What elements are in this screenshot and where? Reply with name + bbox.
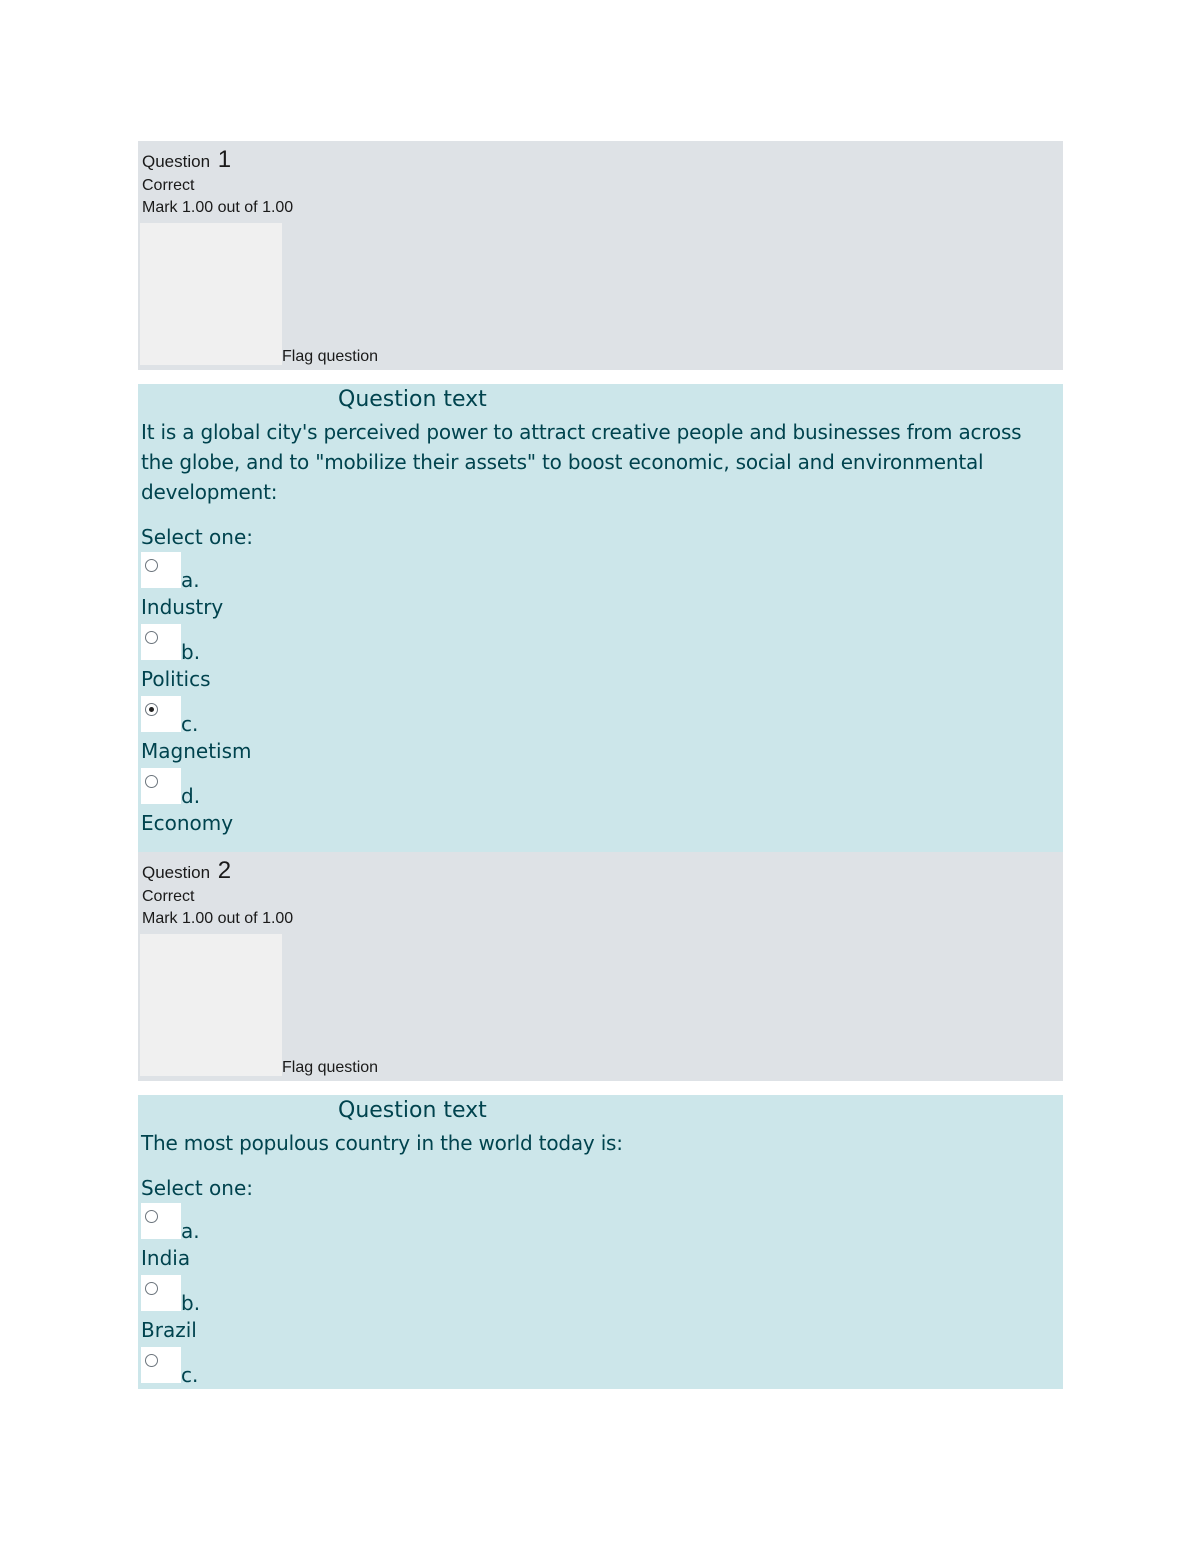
- question-state: Correct: [142, 177, 195, 194]
- radio-container: [141, 696, 181, 732]
- answer-option-d[interactable]: [141, 768, 1063, 840]
- flag-question-link[interactable]: Flag question: [282, 348, 379, 365]
- spacer: [138, 370, 1063, 384]
- question-grade: Mark 1.00 out of 1.00: [142, 910, 294, 927]
- question-number-value: 2: [217, 857, 232, 884]
- radio-container: [141, 768, 181, 804]
- option-letter: a.: [181, 1219, 200, 1243]
- answer-option-a[interactable]: [141, 552, 1063, 624]
- option-letter: c.: [181, 712, 199, 736]
- question-content: [138, 384, 1063, 852]
- radio-container: [141, 1275, 181, 1311]
- option-answer[interactable]: Brazil: [141, 1318, 197, 1342]
- answer-option-c[interactable]: [141, 696, 1063, 768]
- option-letter: c.: [181, 1363, 199, 1387]
- question-text: It is a global city's perceived power to attract creative people and businesses from across the globe, and to "mobilize their assets" to boost economic, social and environmental development:: [141, 420, 1022, 504]
- radio-button[interactable]: [145, 1354, 158, 1367]
- question-text-heading: Question text: [338, 1095, 1063, 1128]
- question-number: [142, 147, 1063, 175]
- quiz-review-page: [138, 141, 1063, 1389]
- radio-button[interactable]: [145, 775, 158, 788]
- radio-button[interactable]: [145, 1282, 158, 1295]
- option-answer[interactable]: Magnetism: [141, 739, 252, 763]
- option-answer[interactable]: Industry: [141, 595, 224, 619]
- answer-option-b[interactable]: [141, 1275, 1063, 1347]
- question-content: [138, 1095, 1063, 1389]
- question-text-heading: Question text: [338, 384, 1063, 417]
- option-answer[interactable]: Politics: [141, 667, 211, 691]
- option-answer[interactable]: Economy: [141, 811, 234, 835]
- flag-question-link[interactable]: Flag question: [282, 1059, 379, 1076]
- option-letter: b.: [181, 1291, 201, 1315]
- question-state: Correct: [142, 888, 195, 905]
- select-one-label: Select one:: [141, 1176, 254, 1200]
- answer-option-b[interactable]: [141, 624, 1063, 696]
- radio-container: [141, 1347, 181, 1383]
- flag-icon[interactable]: [140, 934, 282, 1076]
- option-letter: b.: [181, 640, 201, 664]
- radio-button[interactable]: [145, 1210, 158, 1223]
- question-number-value: 1: [217, 146, 232, 173]
- option-answer[interactable]: India: [141, 1246, 191, 1270]
- option-letter: d.: [181, 784, 201, 808]
- answer-option-a[interactable]: [141, 1203, 1063, 1275]
- select-one-label: Select one:: [141, 525, 254, 549]
- radio-container: [141, 552, 181, 588]
- radio-container: [141, 1203, 181, 1239]
- flag-icon[interactable]: [140, 223, 282, 365]
- radio-button[interactable]: [145, 631, 158, 644]
- question-label: Question: [142, 863, 211, 882]
- radio-container: [141, 624, 181, 660]
- option-letter: a.: [181, 568, 200, 592]
- question-grade: Mark 1.00 out of 1.00: [142, 199, 294, 216]
- question-text: The most populous country in the world today is:: [141, 1131, 623, 1155]
- radio-button[interactable]: [145, 559, 158, 572]
- answer-option-c[interactable]: [141, 1347, 1063, 1385]
- question-label: Question: [142, 152, 211, 171]
- question-info: [138, 141, 1063, 370]
- spacer: [138, 1081, 1063, 1095]
- question-number: [142, 858, 1063, 886]
- radio-button-selected[interactable]: [145, 703, 158, 716]
- question-info: [138, 852, 1063, 1081]
